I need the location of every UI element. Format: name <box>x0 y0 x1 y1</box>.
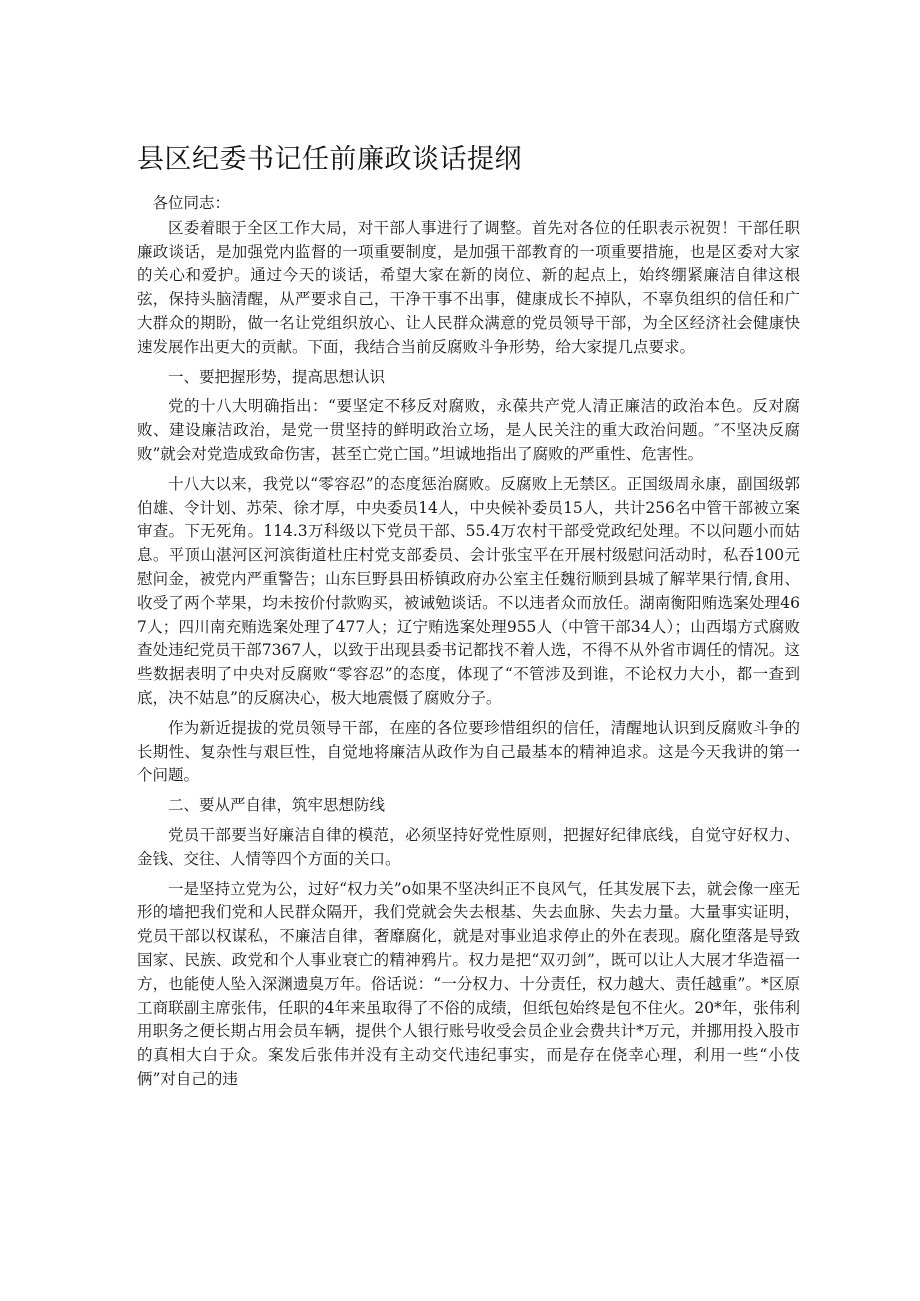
salutation: 各位同志： <box>152 194 231 212</box>
section-heading-2: 二、要从严自律，筑牢思想防线 <box>168 796 386 815</box>
document-page <box>137 140 800 1092</box>
paragraph-party-congress: 党的十八大明确指出：“要坚定不移反对腐败，永葆共产党人清正廉洁的政治本色。反对腐败、建设廉洁政治，是党一贯坚持的鲜明政治立场，是人民关注的重大政治问题。″不坚决反腐败”就会对党造成致命伤害，甚至亡党亡国。”坦诚地指出了腐败的严重性、危害性。 <box>137 397 800 463</box>
document-title: 县区纪委书记任前廉政谈话提纲 <box>137 144 522 175</box>
section-heading-1: 一、要把握形势，提高思想认识 <box>168 367 386 386</box>
paragraph-zero-tolerance: 十八大以来，我党以“零容忍”的态度惩治腐败。反腐败上无禁区。正国级周永康，副国级郭伯雄、令计划、苏荣、徐才厚，中央委员14人，中央候补委员15人，共计256名中管干部被立案审查。下无死角。114.3万科级以下党员干部、55.4万农村干部受党政纪处理。不以问题小而姑息。平顶山湛河区河滨街道杜庄村党支部委员、会计张宝平在开展村级慰问活动时，私吞100元慰问金，被党内严重警告；山东巨野县田桥镇政府办公室主任魏衍顺到县城了解苹果行情,食用、收受了两个苹果，均未按价付款购买，被诫勉谈话。不以违者众而放任。湖南衡阳贿选案处理467人；四川南充贿选案处理了477人；辽宁贿选案处理955人（中管干部34人）；山西塌方式腐败查处违纪党员干部7367人，以致于出现县委书记都找不着人选，不得不从外省市调任的情况。这些数据表明了中央对反腐败“零容忍”的态度，体现了“不管涉及到谁，不论权力大小，都一查到底，决不姑息”的反腐决心，极大地震慑了腐败分子。 <box>137 474 800 707</box>
paragraph-self-discipline: 党员干部要当好廉洁自律的模范，必须坚持好党性原则，把握好纪律底线，自觉守好权力、金钱、交往、人情等四个方面的关口。 <box>137 825 800 868</box>
paragraph-first-point-summary: 作为新近提拔的党员领导干部，在座的各位要珍惜组织的信任，清醒地认识到反腐败斗争的长期性、复杂性与艰巨性，自觉地将廉洁从政作为自己最基本的精神追求。这是今天我讲的第一个问题。 <box>137 718 800 785</box>
paragraph-power-gate: 一是坚持立党为公，过好“权力关”o如果不坚决纠正不良风气，任其发展下去，就会像一座无形的墙把我们党和人民群众隔开，我们党就会失去根基、失去血脉、失去力量。大量事实证明，党员干部以权谋私，不廉洁自律，奢靡腐化，就是对事业追求停止的外在表现。腐化堕落是导致国家、民族、政党和个人事业衰亡的精神鸦片。权力是把“双刃剑”，既可以让人大展才华造福一方，也能使人坠入深渊遗臭万年。俗话说：“一分权力、十分责任，权力越大、责任越重”。*区原工商联副主席张伟，任职的4年来虽取得了不俗的成绩，但纸包始终是包不住火。20*年，张伟利用职务之便长期占用会员车辆，提供个人银行账号收受会员企业会费共计*万元，并挪用投入股市的真相大白于众。案发后张伟并没有主动交代违纪事实，而是存在侥幸心理，利用一些“小伎俩”对自己的违 <box>137 879 800 1088</box>
paragraph-intro: 区委着眼于全区工作大局，对干部人事进行了调整。首先对各位的任职表示祝贺！干部任职廉政谈话，是加强党内监督的一项重要制度，是加强干部教育的一项重要措施，也是区委对大家的关心和爱护。通过今天的谈话，希望大家在新的岗位、新的起点上，始终绷紧廉洁自律这根弦，保持头脑清醒，从严要求自己，干净干事不出事，健康成长不掉队，不辜负组织的信任和广大群众的期盼，做一名让党组织放心、让人民群众满意的党员领导干部，为全区经济社会健康快速发展作出更大的贡献。下面，我结合当前反腐败斗争形势，给大家提几点要求。 <box>137 218 800 356</box>
